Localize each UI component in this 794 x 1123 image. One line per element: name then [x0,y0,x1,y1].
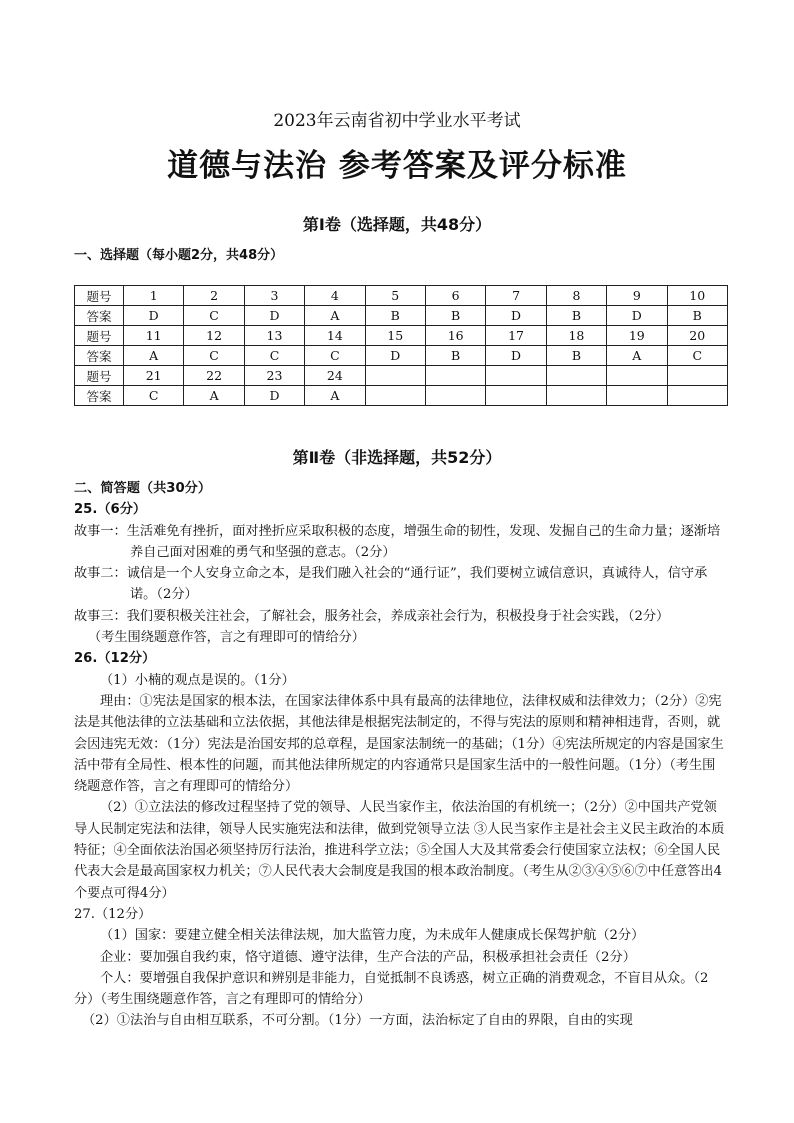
table-cell: 1 [124,286,184,306]
row-label: 答案 [75,386,124,406]
table-cell: C [305,346,365,366]
table-cell [486,386,546,406]
answer-paragraph: （2）①法治与自由相互联系，不可分割。（1分）一方面，法治标定了自由的界限，自由的实现 [82,1013,633,1029]
table-cell [546,366,606,386]
table-cell: C [184,306,244,326]
table-cell [365,386,425,406]
table-cell: A [305,306,365,326]
table-row [75,346,728,366]
table-cell: 20 [667,326,727,346]
table-row [75,306,728,326]
answer-paragraph: 故事三：我们要积极关注社会，了解社会，服务社会，养成亲社会行为，积极投身于社会实践，（2分） [74,608,670,624]
answer-paragraph: 理由：①宪法是国家的根本法，在国家法律体系中具有最高的法律地位，法律权威和法律效力；（2分）②宪法是其他法律的立法基础和立法依据，其他法律是根据宪法制定的，不得与宪法的原则和精神相违背，否则，就会因违宪无效：（1分）宪法是治国安邦的总章程，是国家法制统一的基础；（1分）④宪法所规定的内容是国家生活中带有全局性、根本性的问题，而其他法律所规定的内容通常只是国家生活中的一般性问题。（1分）（考生围绕题意作答，言之有理即可的情给分） [74,693,724,795]
row-label: 题号 [75,366,124,386]
section2-heading: 二、简答题（共30分） [74,481,212,496]
table-cell [667,386,727,406]
table-cell: C [244,346,304,366]
table-cell: A [184,386,244,406]
table-cell: 22 [184,366,244,386]
table-cell: 13 [244,326,304,346]
row-label: 答案 [75,306,124,326]
table-row [75,386,728,406]
table-cell: D [244,306,304,326]
table-cell: 19 [607,326,667,346]
row-label: 题号 [75,286,124,306]
answer-paragraph: 故事一：生活难免有挫折，面对挫折应采取积极的态度，增强生命的韧性，发现、发掘自己的生命力量；逐渐培养自己面对困难的勇气和坚强的意志。（2分） [74,523,721,560]
table-row [75,286,728,306]
table-cell [607,386,667,406]
table-cell: D [607,306,667,326]
answer-paragraph: 25.（6分） [74,502,147,518]
table-cell: 5 [365,286,425,306]
table-cell: A [607,346,667,366]
table-cell: 14 [305,326,365,346]
answer-paragraph: 26.（12分） [74,651,156,667]
table-cell [546,386,606,406]
table-cell: 24 [305,366,365,386]
table-cell: D [244,386,304,406]
answer-table [74,285,728,406]
table-cell: B [667,306,727,326]
table-cell: 16 [425,326,485,346]
table-cell [425,366,485,386]
table-cell: 4 [305,286,365,306]
table-cell: 7 [486,286,546,306]
part2-heading: 第Ⅱ卷（非选择题，共52分） [292,448,502,467]
page-title: 道德与法治 参考答案及评分标准 [167,148,627,184]
part1-heading: 第Ⅰ卷（选择题，共48分） [302,215,492,234]
table-cell: D [486,306,546,326]
table-cell: 3 [244,286,304,306]
answer-paragraph: 个人：要增强自我保护意识和辨别是非能力，自觉抵制不良诱惑，树立正确的消费观念，不盲目从众。（2分）（考生围绕题意作答，言之有理即可的情给分） [74,970,709,1008]
table-cell: B [425,346,485,366]
table-cell: 6 [425,286,485,306]
row-label: 题号 [75,326,124,346]
table-cell: A [124,346,184,366]
answer-paragraph: 企业：要加强自我约束，恪守道德、遵守法律，生产合法的产品，积极承担社会责任（2分） [100,949,636,965]
table-cell: C [667,346,727,366]
table-cell: 15 [365,326,425,346]
table-cell: D [124,306,184,326]
answer-paragraph: （1）小楠的观点是误的。（1分） [100,672,295,688]
table-cell: 18 [546,326,606,346]
table-cell: 21 [124,366,184,386]
section1-heading: 一、选择题（每小题2分，共48分） [74,248,284,263]
table-row [75,326,728,346]
table-cell: 11 [124,326,184,346]
table-cell [667,366,727,386]
table-cell [486,366,546,386]
answer-paragraph: （2）①立法法的修改过程坚持了党的领导、人民当家作主，依法治国的有机统一；（2分）②中国共产党领导人民制定宪法和法律，领导人民实施宪法和法律，做到党领导立法 ③人民当家作主是社会主义民主政治的本质特征；④全面依法治国必须坚持厉行法治，推进科学立法；⑤全国人大及其常委会行使国家立法权；⑥全国人民代表大会是最高国家权力机关；⑦人民代表大会制度是我国的根本政治制度。（考生从②③④⑤⑥⑦中任意答出4个要点可得4分） [74,800,725,901]
table-cell: 12 [184,326,244,346]
table-cell [607,366,667,386]
table-cell: 2 [184,286,244,306]
table-cell: 17 [486,326,546,346]
answer-body-text [74,478,728,1032]
exam-subtitle: 2023年云南省初中学业水平考试 [273,111,521,131]
answer-paragraph: （考生围绕题意作答，言之有理即可的情给分） [88,630,365,646]
answer-paragraph: （1）国家：要建立健全相关法律法规，加大监管力度，为未成年人健康成长保驾护航（2分） [100,928,645,944]
answer-paragraph: 故事二：诚信是一个人安身立命之本，是我们融入社会的“通行证”，我们要树立诚信意识，真诚待人，信守承诺。（2分） [74,566,708,603]
table-cell: B [425,306,485,326]
table-row [75,366,728,386]
table-cell [365,366,425,386]
table-cell: 9 [607,286,667,306]
table-cell: B [546,346,606,366]
table-cell: C [124,386,184,406]
table-cell: A [305,386,365,406]
table-cell: B [546,306,606,326]
table-cell: 23 [244,366,304,386]
answer-paragraph: 27.（12分） [74,906,152,922]
table-cell: C [184,346,244,366]
table-cell: D [486,346,546,366]
table-cell: D [365,346,425,366]
table-cell: B [365,306,425,326]
table-cell: 8 [546,286,606,306]
table-cell: 10 [667,286,727,306]
table-cell [425,386,485,406]
row-label: 答案 [75,346,124,366]
